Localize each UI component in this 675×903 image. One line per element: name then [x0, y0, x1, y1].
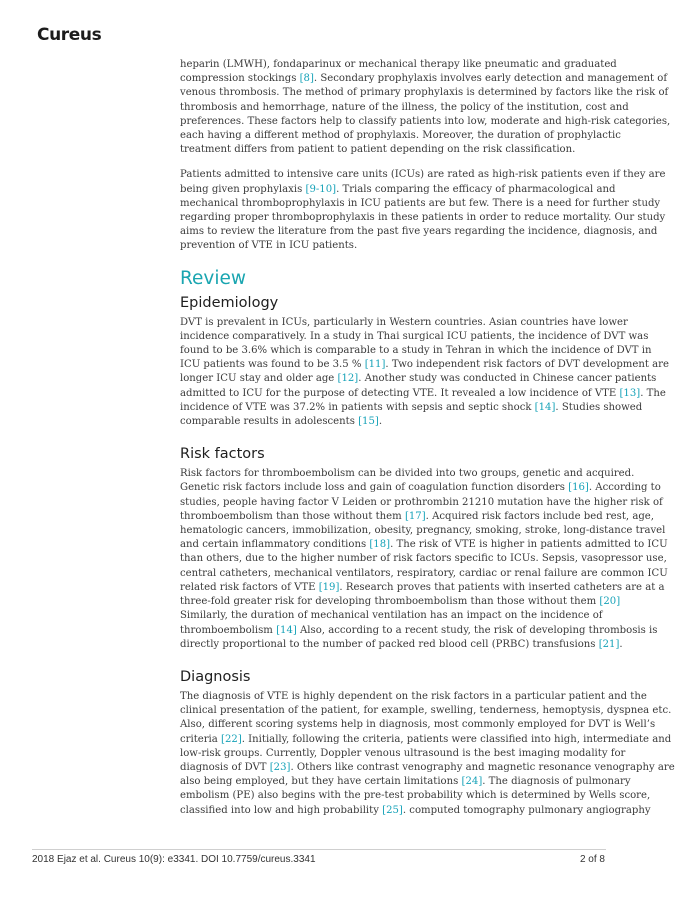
text-line: three-fold greater risk for developing thromboembolism than those without them [20] — [180, 596, 621, 608]
text-line: clinical presentation of the patient, for example, swelling, tenderness, hemoptysis, dyspnea etc. — [180, 705, 672, 717]
epidemiology-heading: Epidemiology — [180, 294, 279, 311]
citation-link[interactable]: [24] — [461, 776, 483, 788]
text-line: aims to review the literature from the past five years regarding the incidence, diagnosis, and — [180, 226, 658, 238]
text-line: longer ICU stay and older age [12]. Another study was conducted in Chinese cancer patients — [180, 373, 657, 385]
text-line: mechanical thromboprophylaxis in ICU patients are but few. There is a need for further study — [180, 197, 661, 209]
citation-link[interactable]: [20] — [599, 596, 621, 608]
text-line: related risk factors of VTE [19]. Research proves that patients with inserted catheters are at a — [180, 581, 665, 593]
text-line: studies, people having factor V Leiden or prothrombin 21210 mutation have the higher risk of — [180, 496, 663, 508]
text-line: low-risk groups. Currently, Doppler venous ultrasound is the best imaging modality for — [180, 747, 626, 759]
text-line: thrombosis and hemorrhage, nature of the illness, the policy of the institution, cost and — [180, 101, 629, 113]
text-line: embolism (PE) also begins with the pre-test probability which is determined by Wells score, — [180, 790, 651, 802]
risk-factors-paragraph — [180, 467, 668, 652]
footer-citation: 2018 Ejaz et al. Cureus 10(9): e3341. DOI 10.7759/cureus.3341 — [32, 854, 316, 865]
text-line: treatment differs from patient to patient depending on the risk classification. — [180, 144, 576, 156]
text-line: Also, different scoring systems help in diagnosis, most commonly employed for DVT is Well’s — [180, 719, 656, 731]
citation-link[interactable]: [12] — [337, 373, 359, 385]
citation-link[interactable]: [13] — [619, 387, 641, 399]
text-line: venous thrombosis. The method of primary prophylaxis is determined by factors like the risk of — [180, 87, 669, 99]
text-line: Patients admitted to intensive care units (ICUs) are rated as high-risk patients even if they are — [180, 169, 666, 181]
text-line: also being employed, but they have certain limitations [24]. The diagnosis of pulmonary — [180, 776, 631, 788]
text-line: directly proportional to the number of packed red blood cell (PRBC) transfusions [21]. — [180, 638, 623, 650]
text-line: preferences. These factors help to classify patients into low, moderate and high-risk categories, — [180, 115, 671, 127]
diagnosis-heading: Diagnosis — [180, 668, 251, 685]
epidemiology-paragraph — [180, 316, 669, 430]
text-line: thromboembolism [14] Also, according to a recent study, the risk of developing thrombosis is — [180, 624, 658, 636]
text-line: Risk factors for thromboembolism can be divided into two groups, genetic and acquired. — [180, 468, 635, 480]
text-line: diagnosis of DVT [23]. Others like contrast venography and magnetic resonance venography are — [180, 761, 675, 773]
text-line: and certain inflammatory conditions [18]. The risk of VTE is higher in patients admitted to ICU — [180, 539, 668, 551]
citation-link[interactable]: [11] — [364, 359, 386, 371]
text-line: Genetic risk factors include loss and gain of coagulation function disorders [16]. According to — [180, 482, 661, 494]
citation-link[interactable]: [23] — [269, 761, 291, 773]
text-line: admitted to ICU for the purpose of detecting VTE. It revealed a low incidence of VTE [13]. The — [180, 387, 666, 399]
text-line: each having a different method of prophylaxis. Moreover, the duration of prophylactic — [180, 130, 621, 142]
text-line: found to be 3.6% which is comparable to a study in Tehran in which the incidence of DVT in — [180, 345, 652, 357]
citation-link[interactable]: [9-10] — [305, 183, 337, 195]
text-line: criteria [22]. Initially, following the criteria, patients were classified into high, intermediate and — [180, 733, 672, 745]
footer-divider — [32, 849, 606, 850]
citation-link[interactable]: [16] — [568, 482, 589, 494]
text-line: heparin (LMWH), fondaparinux or mechanical therapy like pneumatic and graduated — [180, 59, 617, 70]
text-line: classified into low and high probability [25]. computed tomography pulmonary angiography — [180, 804, 651, 816]
text-line: comparable results in adolescents [15]. — [180, 416, 383, 428]
citation-link[interactable]: [17] — [404, 510, 426, 522]
diagnosis-paragraph — [180, 690, 675, 818]
citation-link[interactable]: [14] — [276, 624, 297, 636]
text-line: than others, due to the higher number of risk factors specific to ICUs. Sepsis, vasopressor use, — [180, 553, 667, 565]
journal-logo: Cureus — [37, 25, 102, 45]
citation-link[interactable]: [22] — [221, 733, 242, 745]
text-line: The diagnosis of VTE is highly dependent on the risk factors in a particular patient and the — [180, 690, 647, 702]
text-line: regarding proper thromboprophylaxis in these patients in order to reduce mortality. Our study — [180, 212, 666, 224]
citation-link[interactable]: [15] — [358, 416, 379, 428]
citation-link[interactable]: [18] — [369, 539, 391, 551]
citation-link[interactable]: [14] — [534, 401, 556, 413]
citation-link[interactable]: [21] — [598, 638, 620, 650]
text-line: compression stockings [8]. Secondary prophylaxis involves early detection and management of — [180, 73, 668, 85]
intro-paragraph-1 — [180, 58, 671, 157]
text-line: DVT is prevalent in ICUs, particularly in Western countries. Asian countries have lower — [180, 316, 628, 328]
text-line: being given prophylaxis [9-10]. Trials comparing the efficacy of pharmacological and — [180, 183, 616, 195]
text-line: incidence comparatively. In a study in Thai surgical ICU patients, the incidence of DVT was — [180, 330, 649, 342]
text-line: prevention of VTE in ICU patients. — [180, 240, 358, 252]
risk-factors-heading: Risk factors — [180, 446, 265, 463]
text-line: thromboembolism than those without them [17]. Acquired risk factors include bed rest, age, — [180, 510, 654, 522]
citation-link[interactable]: [8] — [299, 73, 314, 85]
page-number: 2 of 8 — [579, 854, 605, 865]
article-body — [180, 58, 675, 818]
citation-link[interactable]: [19] — [318, 581, 340, 593]
review-heading: Review — [180, 267, 247, 289]
intro-paragraph-2 — [180, 168, 666, 253]
text-line: Similarly, the duration of mechanical ventilation has an impact on the incidence of — [180, 610, 603, 622]
text-line: ICU patients was found to be 3.5 % [11]. Two independent risk factors of DVT development are — [180, 359, 669, 371]
citation-link[interactable]: [25] — [382, 804, 403, 816]
text-line: central catheters, mechanical ventilators, respiratory, cardiac or renal failure are common ICU — [180, 567, 668, 579]
text-line: incidence of VTE was 37.2% in patients with sepsis and septic shock [14]. Studies showed — [180, 401, 643, 413]
text-line: hematologic cancers, immobilization, obesity, pregnancy, smoking, stroke, long-distance travel — [180, 525, 666, 537]
